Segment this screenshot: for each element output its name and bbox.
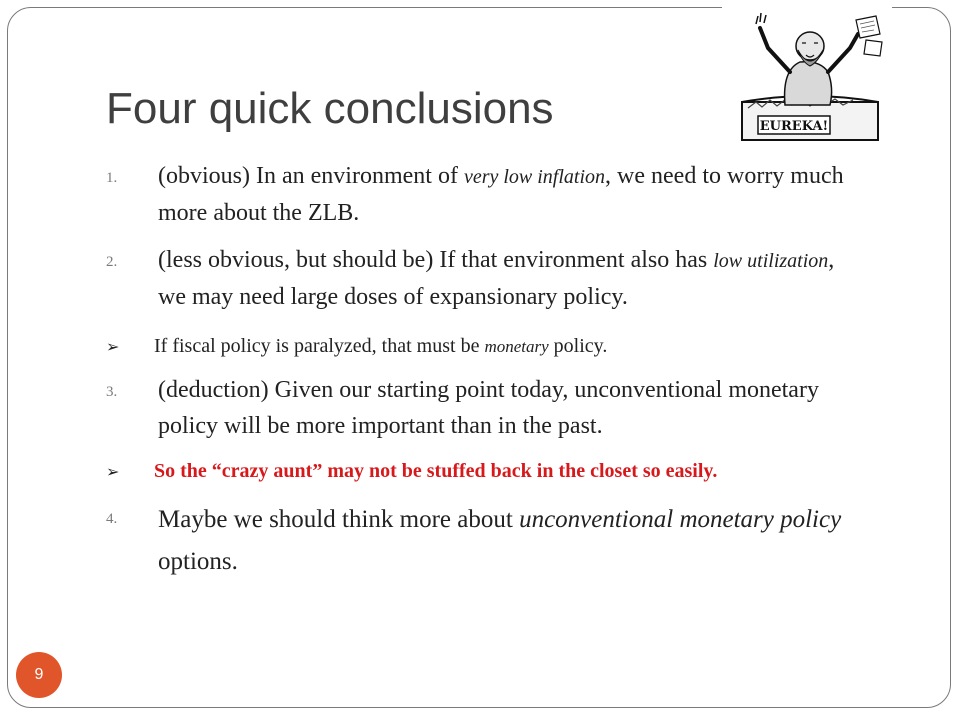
bullet-text-highlight: So the “crazy aunt” may not be stuffed back in the closet so easily. [154, 460, 718, 482]
item-text-part: Maybe we should think more about [158, 506, 520, 533]
item-text: (deduction) Given our starting point today, unconventional monetary policy will be more important than in the past. [158, 377, 819, 439]
bullet-text-part: If fiscal policy is paralyzed, that must be [154, 335, 485, 357]
item-emphasis: very low inflation [463, 166, 606, 188]
item-text [158, 499, 858, 583]
item-number: 3. [106, 384, 118, 400]
eureka-sign-text: EUREKA! [759, 119, 829, 134]
item-emphasis: low utilization [713, 250, 829, 272]
item-text [158, 242, 858, 315]
item-text-part: , we may need large doses of expansionary policy. [158, 247, 835, 310]
item-number: 1. [106, 170, 118, 186]
item-emphasis: unconventional monetary policy [519, 506, 842, 533]
arrow-bullet-icon: ➢ [106, 339, 120, 356]
slide-title: Four quick conclusions [106, 84, 554, 133]
bullet-text-part: policy. [548, 335, 608, 357]
bullet-emphasis: monetary [484, 337, 549, 356]
item-text-part: (obvious) In an environment of [158, 163, 464, 189]
item-text [158, 158, 858, 231]
item-number: 2. [106, 254, 118, 270]
item-text-part: options. [158, 548, 238, 575]
item-number: 4. [106, 511, 118, 527]
arrow-bullet-icon: ➢ [106, 464, 120, 481]
page-number-badge: 9 [16, 652, 62, 698]
item-text-part: (less obvious, but should be) If that environment also has [158, 247, 714, 273]
eureka-cartoon-image [730, 10, 890, 150]
bullet-text [154, 331, 914, 362]
item-text-part: , we need to worry much more about the ZLB. [158, 163, 844, 226]
